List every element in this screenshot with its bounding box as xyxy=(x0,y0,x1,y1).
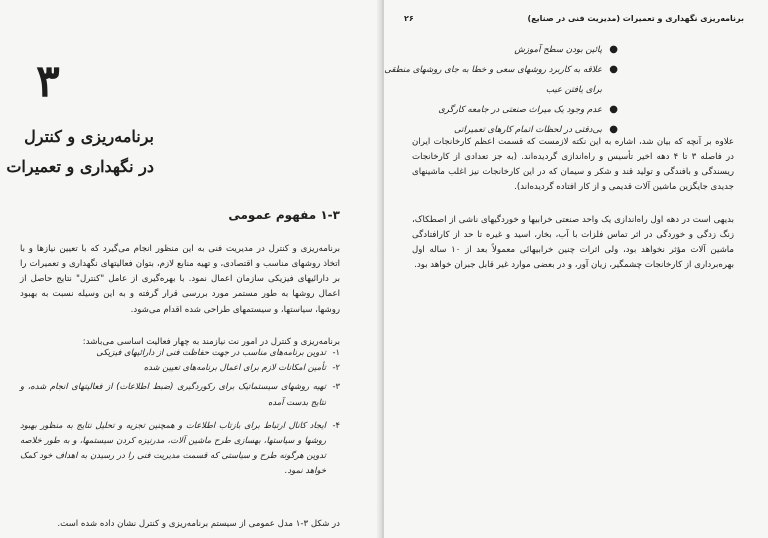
list-item-number: ۱- xyxy=(332,347,340,357)
list-item xyxy=(20,379,340,409)
list-item xyxy=(378,100,618,120)
list-item xyxy=(20,418,340,479)
figure-reference: در شکل ۳-۱ مدل عمومی از سیستم برنامه‌ریزی و کنترل نشان داده شده است. xyxy=(57,518,340,529)
list-item xyxy=(378,40,618,60)
bullet-text: پائین بودن سطح آموزش xyxy=(514,45,602,55)
bullet-text: علاقه به کاربرد روشهای سعی و خطا به جای روشهای منطقی برای یافتن عیب xyxy=(384,65,602,95)
page-number: ۲۶ xyxy=(404,14,414,23)
list-item-text: تهیه روشهای سیستماتیک برای رکوردگیری (ضبط اطلاعات) از فعالیتهای انجام شده، و نتایج بدست آمده xyxy=(20,381,326,407)
list-item-number: ۴- xyxy=(332,419,340,430)
section-heading: ۱-۳ مفهوم عمومی xyxy=(228,208,340,222)
running-head-title: برنامه‌ریزی نگهداری و تعمیرات (مدیریت فنی در صنایع) xyxy=(527,14,744,23)
list-item xyxy=(20,345,340,360)
bullet-icon: ● xyxy=(609,104,618,115)
list-item-text: تدوین برنامه‌های مناسب در جهت حفاظت فنی از دارائیهای فیزیکی xyxy=(96,347,326,357)
causes-bullet-list xyxy=(378,40,618,140)
wear-paragraph: بدیهی است در دهه اول راه‌اندازی یک واحد صنعتی خرابیها و خوردگیهای ناشی از اصطکاک، زنگ زدگی و خوردگی در اثر تماس فلزات با آب، بخار، اسید و غیره تا حد از کارافتادگی ماشین آلات مؤثر نخواهد بود، ولی اثرات چنین خرابیهائی معمولاً بعد از ۱۰ ساله اول بهره‌برداری از کارخانجات چشمگیر، زیان آور، و در بعضی موارد غیر قابل جبران خواهد بود. xyxy=(412,214,734,271)
running-head xyxy=(404,14,744,23)
bullet-text: بی‌دقتی در لحظات اتمام کارهای تعمیراتی xyxy=(453,125,602,135)
intro-paragraph: برنامه‌ریزی و کنترل در مدیریت فنی به این منظور انجام می‌گیرد که با تعیین نیازها و با اتخاذ روشهای مناسب و اقتصادی، و تهیه منابع لازم، بتوان فعالیتهای نگهداری و تعمیرات را بر دارائیهای فیزیکی سازمان اعمال نمود. با بهره‌گیری از عامل "کنترل" نتایج حاصل از اعمال روشها به طور مستمر مورد بررسی قرار گرفته و به این وسیله نسبت به بهبود روشها، سیاستها، و سیستمهای طراحی شده اقدام می‌شود. xyxy=(20,243,340,315)
list-item-text: تأمین امکانات لازم برای اعمال برنامه‌های تعیین شده xyxy=(143,362,326,373)
activities-list xyxy=(20,345,340,479)
bullet-icon: ● xyxy=(609,44,618,55)
chapter-title-line1: برنامه‌ریزی و کنترل xyxy=(24,127,154,146)
bullet-icon: ● xyxy=(609,64,618,75)
list-item xyxy=(20,360,340,375)
list-item-text: ایجاد کانال ارتباط برای بازتاب اطلاعات و همچنین تجزیه و تحلیل نتایج به منظور بهبود روشها و سیاستها، بهسازی طرح ماشین آلات، مدرنیزه کردن سیستمها، و به طور خلاصه تدوین هرگونه طرح و سیاستی که قسمت مدیریت فنی را در رسیدن به اهداف خود کمک خواهد نمود. xyxy=(20,419,326,476)
chapter-title xyxy=(0,122,154,182)
bullet-text: عدم وجود یک میراث صنعتی در جامعه کارگری xyxy=(438,105,602,115)
list-item-number: ۳- xyxy=(332,381,340,392)
chapter-title-line2: در نگهداری و تعمیرات xyxy=(6,157,154,176)
history-paragraph: علاوه بر آنچه که بیان شد، اشاره به این نکته لازمست که قسمت اعظم کارخانجات ایران در فاصله ۳ تا ۴ دهه اخیر تأسیس و راه‌اندازی گردیده‌اند. (به جز تعدادی از کارخانجات ریسندگی و بافندگی و تولید قند و شکر و سیمان که در این کارخانجات نیز اغلب ماشینهای جدیدی جایگزین ماشین آلات قدیمی و از کار افتاده گردیده‌اند). xyxy=(412,136,734,193)
list-item xyxy=(378,60,618,100)
list-item-number: ۲- xyxy=(332,362,340,373)
chapter-number: ۳ xyxy=(36,56,60,107)
bullet-icon: ● xyxy=(609,124,618,135)
activities-intro: برنامه‌ریزی و کنترل در امور نت نیازمند به چهار فعالیت اساسی می‌باشد: xyxy=(82,336,340,347)
